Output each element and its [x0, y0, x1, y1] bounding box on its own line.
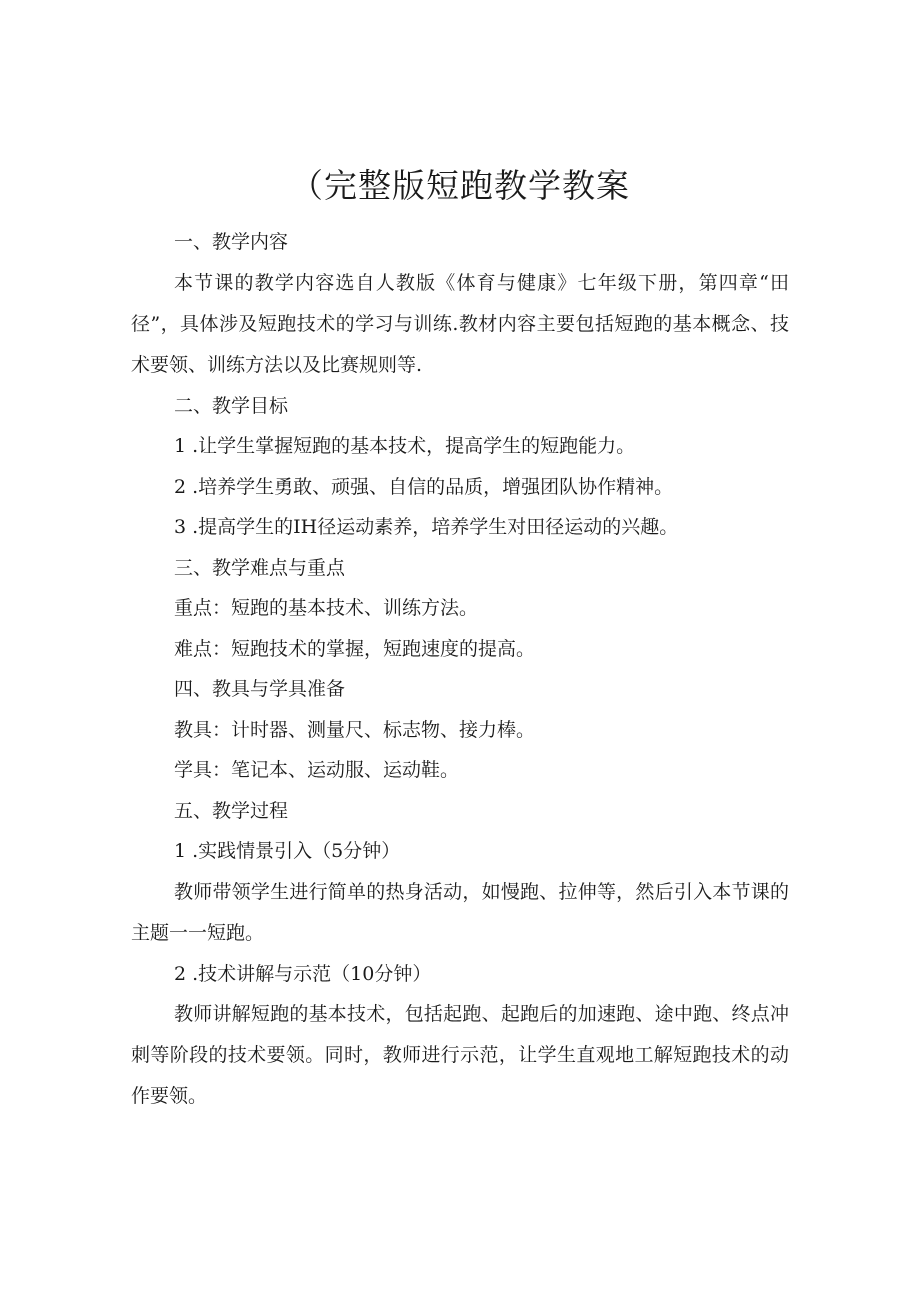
process-step-text: 教师讲解短跑的基本技术，包括起跑、起跑后的加速跑、途中跑、终点冲刺等阶段的技术要领。同时，教师进行示范，让学生直观地工解短跑技术的动作要领。 — [131, 1003, 789, 1107]
content-paragraph: 本节课的教学内容选自人教版《体育与健康》七年级下册，第四章“田径”，具体涉及短跑技术的学习与训练.教材内容主要包括短跑的基本概念、技术要领、训练方法以及比赛规则等. — [131, 271, 789, 376]
section-heading-content: 一、教学内容 — [174, 231, 289, 253]
document-body — [131, 222, 789, 1117]
process-step-text: 教师带领学生进行简单的热身活动，如慢跑、拉伸等，然后引入本节课的主题一一短跑。 — [131, 880, 789, 944]
section-heading-process: 五、教学过程 — [174, 799, 289, 822]
objective-item: 3 .提高学生的IH径运动素养，培养学生对田径运动的兴趣。 — [174, 516, 679, 538]
section-heading-objectives: 二、教学目标 — [174, 394, 289, 417]
section-heading-materials: 四、教具与学具准备 — [174, 678, 346, 700]
objective-item: 2 .培养学生勇敢、顽强、自信的品质，增强团队协作精神。 — [174, 475, 674, 498]
key-point-text: 重点：短跑的基本技术、训练方法。 — [174, 597, 479, 619]
process-step-title: 1 .实践情景引入（5分钟） — [174, 840, 401, 862]
student-tools-text: 学具：笔记本、运动服、运动鞋。 — [174, 759, 460, 781]
difficulty-text: 难点：短跑技术的掌握，短跑速度的提高。 — [174, 637, 536, 660]
teacher-tools-text: 教具：计时器、测量尺、标志物、接力棒。 — [174, 718, 536, 741]
section-heading-focus: 三、教学难点与重点 — [174, 556, 346, 579]
process-step-title: 2 .技术讲解与示范（10分钟） — [174, 962, 432, 985]
objective-item: 1 .让学生掌握短跑的基本技术，提高学生的短跑能力。 — [174, 435, 636, 457]
document-title: （完整版短跑教学教案 — [290, 166, 630, 205]
